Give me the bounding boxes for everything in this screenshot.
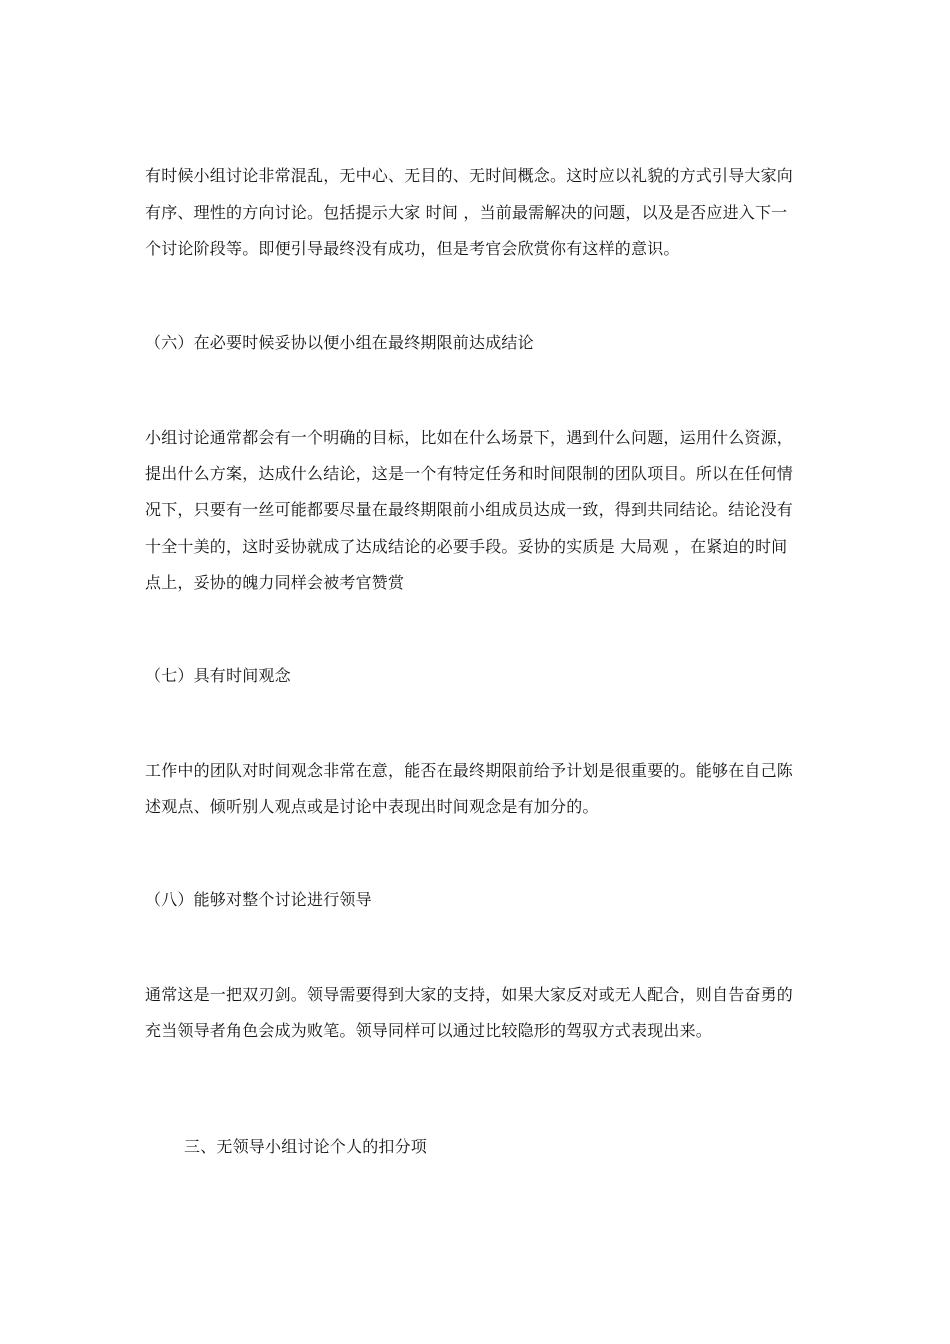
section-heading-8: （八）能够对整个讨论进行领导 <box>145 890 372 909</box>
paragraph-line: 提出什么方案，达成什么结论，这是一个有特定任务和时间限制的团队项目。所以在任何情 <box>145 464 794 483</box>
section-heading-3: 三、无领导小组讨论个人的扣分项 <box>184 1137 428 1156</box>
paragraph-line: 小组讨论通常都会有一个明确的目标，比如在什么场景下，遇到什么问题，运用什么资源， <box>145 428 794 447</box>
paragraph-line: 有序、理性的方向讨论。包括提示大家 时间 ，当前最需解决的问题，以及是否应进入下一 <box>145 203 788 222</box>
paragraph-line: 十全十美的，这时妥协就成了达成结论的必要手段。妥协的实质是 大局观 ，在紧迫的时间 <box>145 537 788 556</box>
paragraph-line: 个讨论阶段等。即便引导最终没有成功，但是考官会欣赏你有这样的意识。 <box>145 239 680 258</box>
paragraph-line: 通常这是一把双刃剑。领导需要得到大家的支持，如果大家反对或无人配合，则自告奋勇的 <box>145 985 794 1004</box>
section-heading-6: （六）在必要时候妥协以便小组在最终期限前达成结论 <box>145 333 534 352</box>
paragraph-line: 有时候小组讨论非常混乱，无中心、无目的、无时间概念。这时应以礼貌的方式引导大家向 <box>145 166 794 185</box>
section-heading-7: （七）具有时间观念 <box>145 666 291 685</box>
paragraph-line: 充当领导者角色会成为败笔。领导同样可以通过比较隐形的驾驭方式表现出来。 <box>145 1021 713 1040</box>
paragraph-line: 点上，妥协的魄力同样会被考官赞赏 <box>145 573 405 592</box>
paragraph-line: 述观点、倾听别人观点或是讨论中表现出时间观念是有加分的。 <box>145 797 599 816</box>
paragraph-line: 况下，只要有一丝可能都要尽量在最终期限前小组成员达成一致，得到共同结论。结论没有 <box>145 500 794 519</box>
paragraph-line: 工作中的团队对时间观念非常在意，能否在最终期限前给予计划是很重要的。能够在自己陈 <box>145 761 794 780</box>
